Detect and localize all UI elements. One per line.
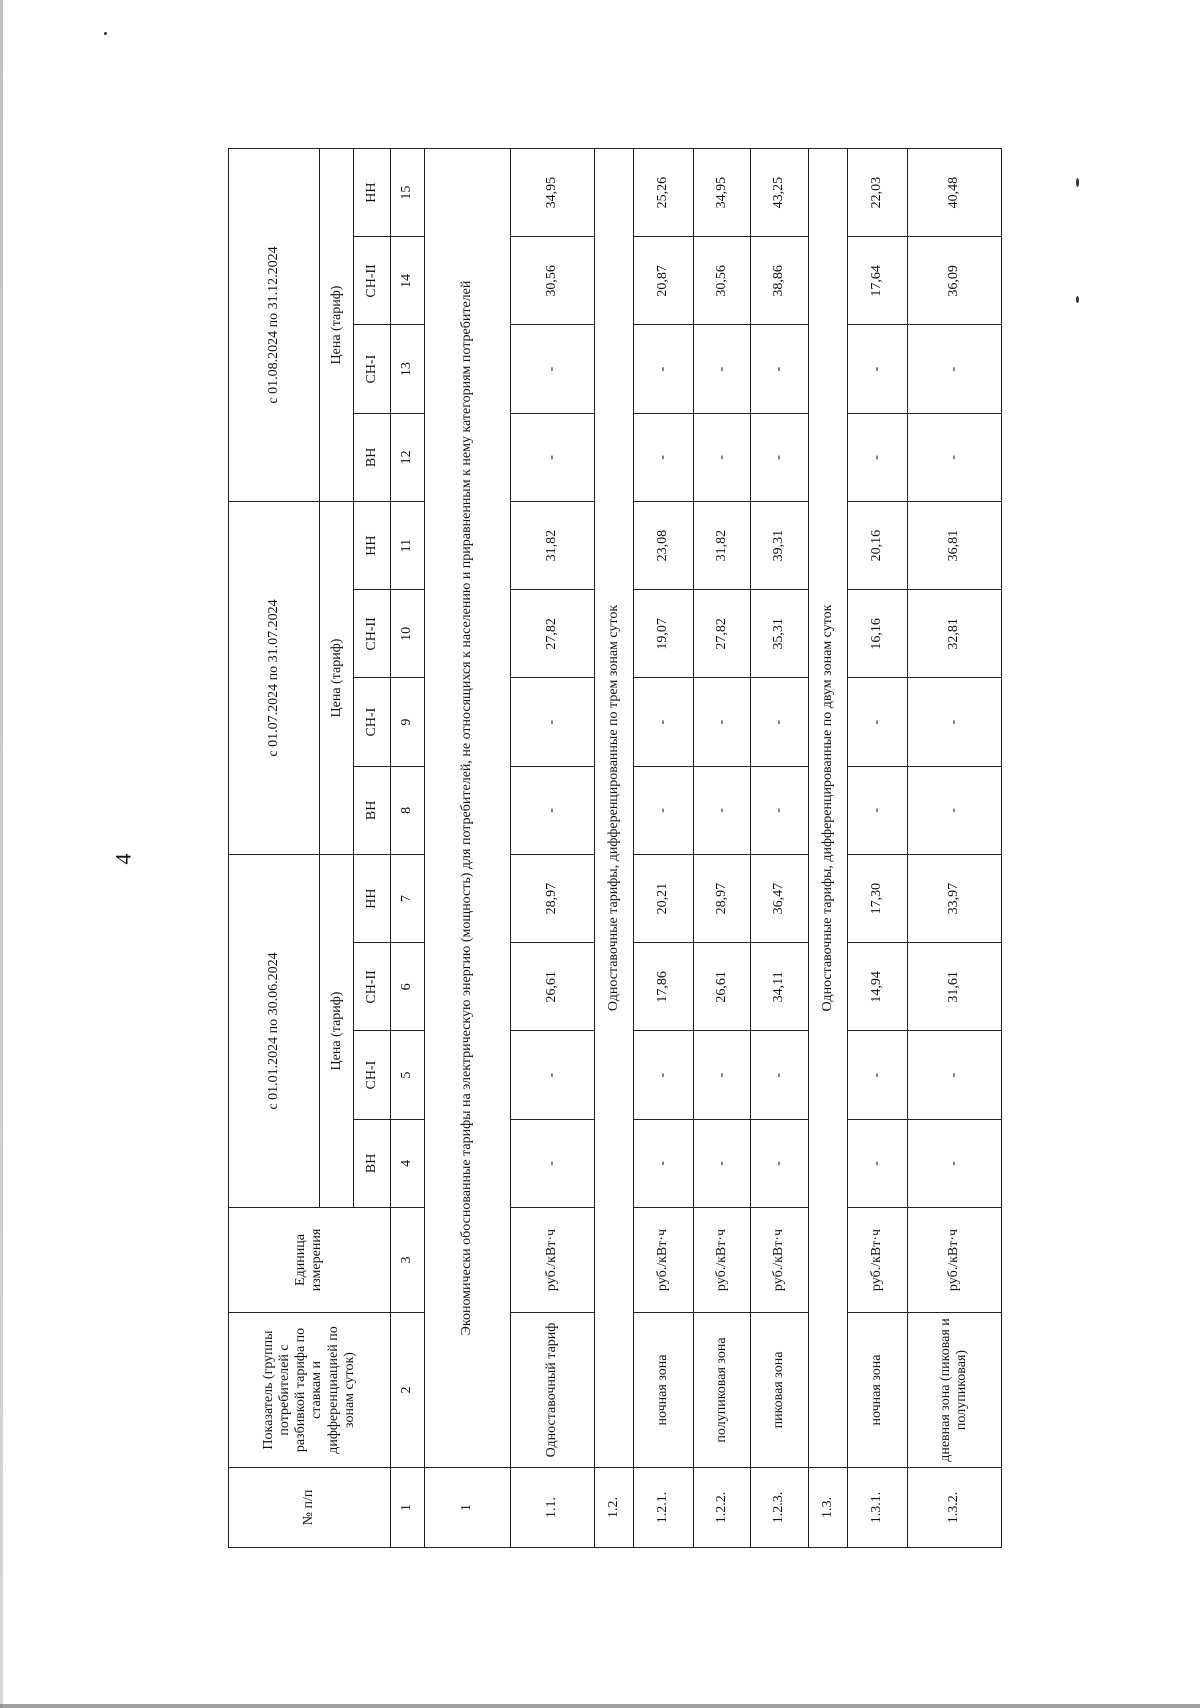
row-label: полупиковая зона (693, 1313, 750, 1468)
section-num: 1 (424, 1468, 510, 1548)
tariff-value: - (847, 1031, 907, 1119)
tariff-value: 20,21 (633, 855, 693, 943)
voltage-sn1: СН-I (354, 678, 391, 766)
tariff-value: 35,31 (751, 590, 808, 678)
tariff-value: - (907, 325, 1001, 413)
col-number: 15 (390, 149, 424, 237)
voltage-sn1: СН-I (354, 1031, 391, 1119)
tariff-value: 33,97 (907, 855, 1001, 943)
row-unit: руб./кВт·ч (907, 1208, 1001, 1313)
col-number: 11 (390, 502, 424, 590)
col-number: 4 (390, 1119, 424, 1207)
tariff-value: - (907, 413, 1001, 501)
tariff-value: - (633, 678, 693, 766)
subsection-title: Одноставочные тарифы, дифференцированные по двум зонам суток (808, 149, 847, 1468)
table-row (751, 149, 808, 1548)
row-unit: руб./кВт·ч (847, 1208, 907, 1313)
row-label: пиковая зона (751, 1313, 808, 1468)
tariff-value: 31,82 (511, 502, 595, 590)
tariff-value: 17,30 (847, 855, 907, 943)
tariff-value: 20,16 (847, 502, 907, 590)
header-row-periods (229, 149, 320, 1548)
col-number: 9 (390, 678, 424, 766)
tariff-value: 34,95 (693, 149, 750, 237)
tariff-value: 40,48 (907, 149, 1001, 237)
tariff-value: - (693, 678, 750, 766)
scan-speck (1076, 296, 1079, 303)
tariff-value: 25,26 (633, 149, 693, 237)
tariff-value: 34,11 (751, 943, 808, 1031)
col-number: 3 (390, 1208, 424, 1313)
page-number: 4 (110, 853, 136, 865)
tariff-value: 36,81 (907, 502, 1001, 590)
tariff-value: - (907, 1031, 1001, 1119)
row-num: 1.2. (594, 1468, 633, 1548)
voltage-vn: ВН (354, 1119, 391, 1207)
scan-speck (104, 32, 107, 35)
column-number-row (390, 149, 424, 1548)
tariff-value: - (751, 325, 808, 413)
tariff-value: - (847, 325, 907, 413)
col-number: 8 (390, 766, 424, 854)
tariff-value: - (633, 1031, 693, 1119)
col-number: 1 (390, 1468, 424, 1548)
scan-edge-bottom (0, 1704, 1200, 1708)
tariff-value: - (693, 1119, 750, 1207)
row-num: 1.2.3. (751, 1468, 808, 1548)
voltage-vn: ВН (354, 766, 391, 854)
tariff-value: 27,82 (511, 590, 595, 678)
tariff-value: - (907, 1119, 1001, 1207)
tariff-value: 34,95 (511, 149, 595, 237)
voltage-vn: ВН (354, 413, 391, 501)
tariff-value: 16,16 (847, 590, 907, 678)
tariff-value: 26,61 (511, 943, 595, 1031)
tariff-table-rotated (228, 148, 1002, 1548)
tariff-value: - (511, 766, 595, 854)
voltage-sn1: СН-I (354, 325, 391, 413)
tariff-value: - (511, 325, 595, 413)
scan-edge-left (0, 0, 3, 1708)
tariff-value: 14,94 (847, 943, 907, 1031)
row-unit: руб./кВт·ч (751, 1208, 808, 1313)
row-label: ночная зона (633, 1313, 693, 1468)
row-unit: руб./кВт·ч (633, 1208, 693, 1313)
row-num: 1.2.1. (633, 1468, 693, 1548)
subsection-row (808, 149, 847, 1548)
tariff-value: 36,09 (907, 237, 1001, 325)
tariff-value: - (751, 413, 808, 501)
tariff-value: 43,25 (751, 149, 808, 237)
tariff-value: 28,97 (693, 855, 750, 943)
row-num: 1.3.1. (847, 1468, 907, 1548)
header-indicator: Показатель (группы потребителей с разбивкой тарифа по ставкам и дифференциацией по зонам суток) (229, 1313, 391, 1468)
col-number: 10 (390, 590, 424, 678)
header-period-2: с 01.07.2024 по 31.07.2024 (229, 502, 320, 855)
row-unit: руб./кВт·ч (511, 1208, 595, 1313)
col-number: 14 (390, 237, 424, 325)
tariff-value: - (847, 766, 907, 854)
tariff-value: 31,82 (693, 502, 750, 590)
col-number: 12 (390, 413, 424, 501)
header-price-3: Цена (тариф) (320, 149, 354, 502)
col-number: 5 (390, 1031, 424, 1119)
tariff-value: 36,47 (751, 855, 808, 943)
header-period-3: с 01.08.2024 по 31.12.2024 (229, 149, 320, 502)
row-unit: руб./кВт·ч (693, 1208, 750, 1313)
col-number: 13 (390, 325, 424, 413)
header-price-2: Цена (тариф) (320, 502, 354, 855)
tariff-value: - (633, 766, 693, 854)
table-row (633, 149, 693, 1548)
table-row (511, 149, 595, 1548)
table-row (907, 149, 1001, 1548)
voltage-nn: НН (354, 855, 391, 943)
tariff-value: - (847, 678, 907, 766)
header-price-1: Цена (тариф) (320, 855, 354, 1208)
tariff-value: 23,08 (633, 502, 693, 590)
tariff-value: - (751, 1119, 808, 1207)
tariff-value: - (907, 678, 1001, 766)
voltage-nn: НН (354, 149, 391, 237)
scan-speck (1076, 178, 1079, 187)
tariff-value: 38,86 (751, 237, 808, 325)
tariff-value: - (511, 1031, 595, 1119)
col-number: 7 (390, 855, 424, 943)
tariff-value: - (633, 325, 693, 413)
header-period-1: с 01.01.2024 по 30.06.2024 (229, 855, 320, 1208)
tariff-value: 22,03 (847, 149, 907, 237)
tariff-value: - (511, 413, 595, 501)
tariff-value: - (511, 678, 595, 766)
row-num: 1.2.2. (693, 1468, 750, 1548)
subsection-row (594, 149, 633, 1548)
tariff-value: 17,64 (847, 237, 907, 325)
col-number: 6 (390, 943, 424, 1031)
table-row (693, 149, 750, 1548)
row-num: 1.3.2. (907, 1468, 1001, 1548)
header-num: № п/п (229, 1468, 391, 1548)
section-title: Экономически обоснованные тарифы на электрическую энергию (мощность) для потребителей, не относящихся к населению и приравненным к нему категориям потребителей (424, 149, 510, 1468)
voltage-sn2: СН-II (354, 590, 391, 678)
tariff-value: - (693, 1031, 750, 1119)
tariff-value: 27,82 (693, 590, 750, 678)
tariff-value: 30,56 (511, 237, 595, 325)
tariff-value: - (907, 766, 1001, 854)
tariff-value: 26,61 (693, 943, 750, 1031)
voltage-sn2: СН-II (354, 237, 391, 325)
tariff-value: 20,87 (633, 237, 693, 325)
row-num: 1.1. (511, 1468, 595, 1548)
voltage-sn2: СН-II (354, 943, 391, 1031)
tariff-value: 17,86 (633, 943, 693, 1031)
tariff-value: - (693, 766, 750, 854)
tariff-value: - (693, 325, 750, 413)
tariff-value: 31,61 (907, 943, 1001, 1031)
voltage-nn: НН (354, 502, 391, 590)
col-number: 2 (390, 1313, 424, 1468)
tariff-value: - (847, 1119, 907, 1207)
tariff-value: - (751, 1031, 808, 1119)
row-label: ночная зона (847, 1313, 907, 1468)
row-label: дневная зона (пиковая и полупиковая) (907, 1313, 1001, 1468)
tariff-value: - (751, 678, 808, 766)
tariff-value: - (847, 413, 907, 501)
tariff-value: - (693, 413, 750, 501)
tariff-value: 39,31 (751, 502, 808, 590)
subsection-title: Одноставочные тарифы, дифференцированные по трем зонам суток (594, 149, 633, 1468)
tariff-value: - (633, 1119, 693, 1207)
tariff-value: 28,97 (511, 855, 595, 943)
tariff-value: - (751, 766, 808, 854)
header-unit: Единица измерения (229, 1208, 391, 1313)
table-row (847, 149, 907, 1548)
row-num: 1.3. (808, 1468, 847, 1548)
tariff-value: 19,07 (633, 590, 693, 678)
tariff-value: 32,81 (907, 590, 1001, 678)
tariff-value: 30,56 (693, 237, 750, 325)
tariff-value: - (633, 413, 693, 501)
row-label: Одноставочный тариф (511, 1313, 595, 1468)
tariff-table (228, 148, 1002, 1548)
section-row (424, 149, 510, 1548)
tariff-value: - (511, 1119, 595, 1207)
